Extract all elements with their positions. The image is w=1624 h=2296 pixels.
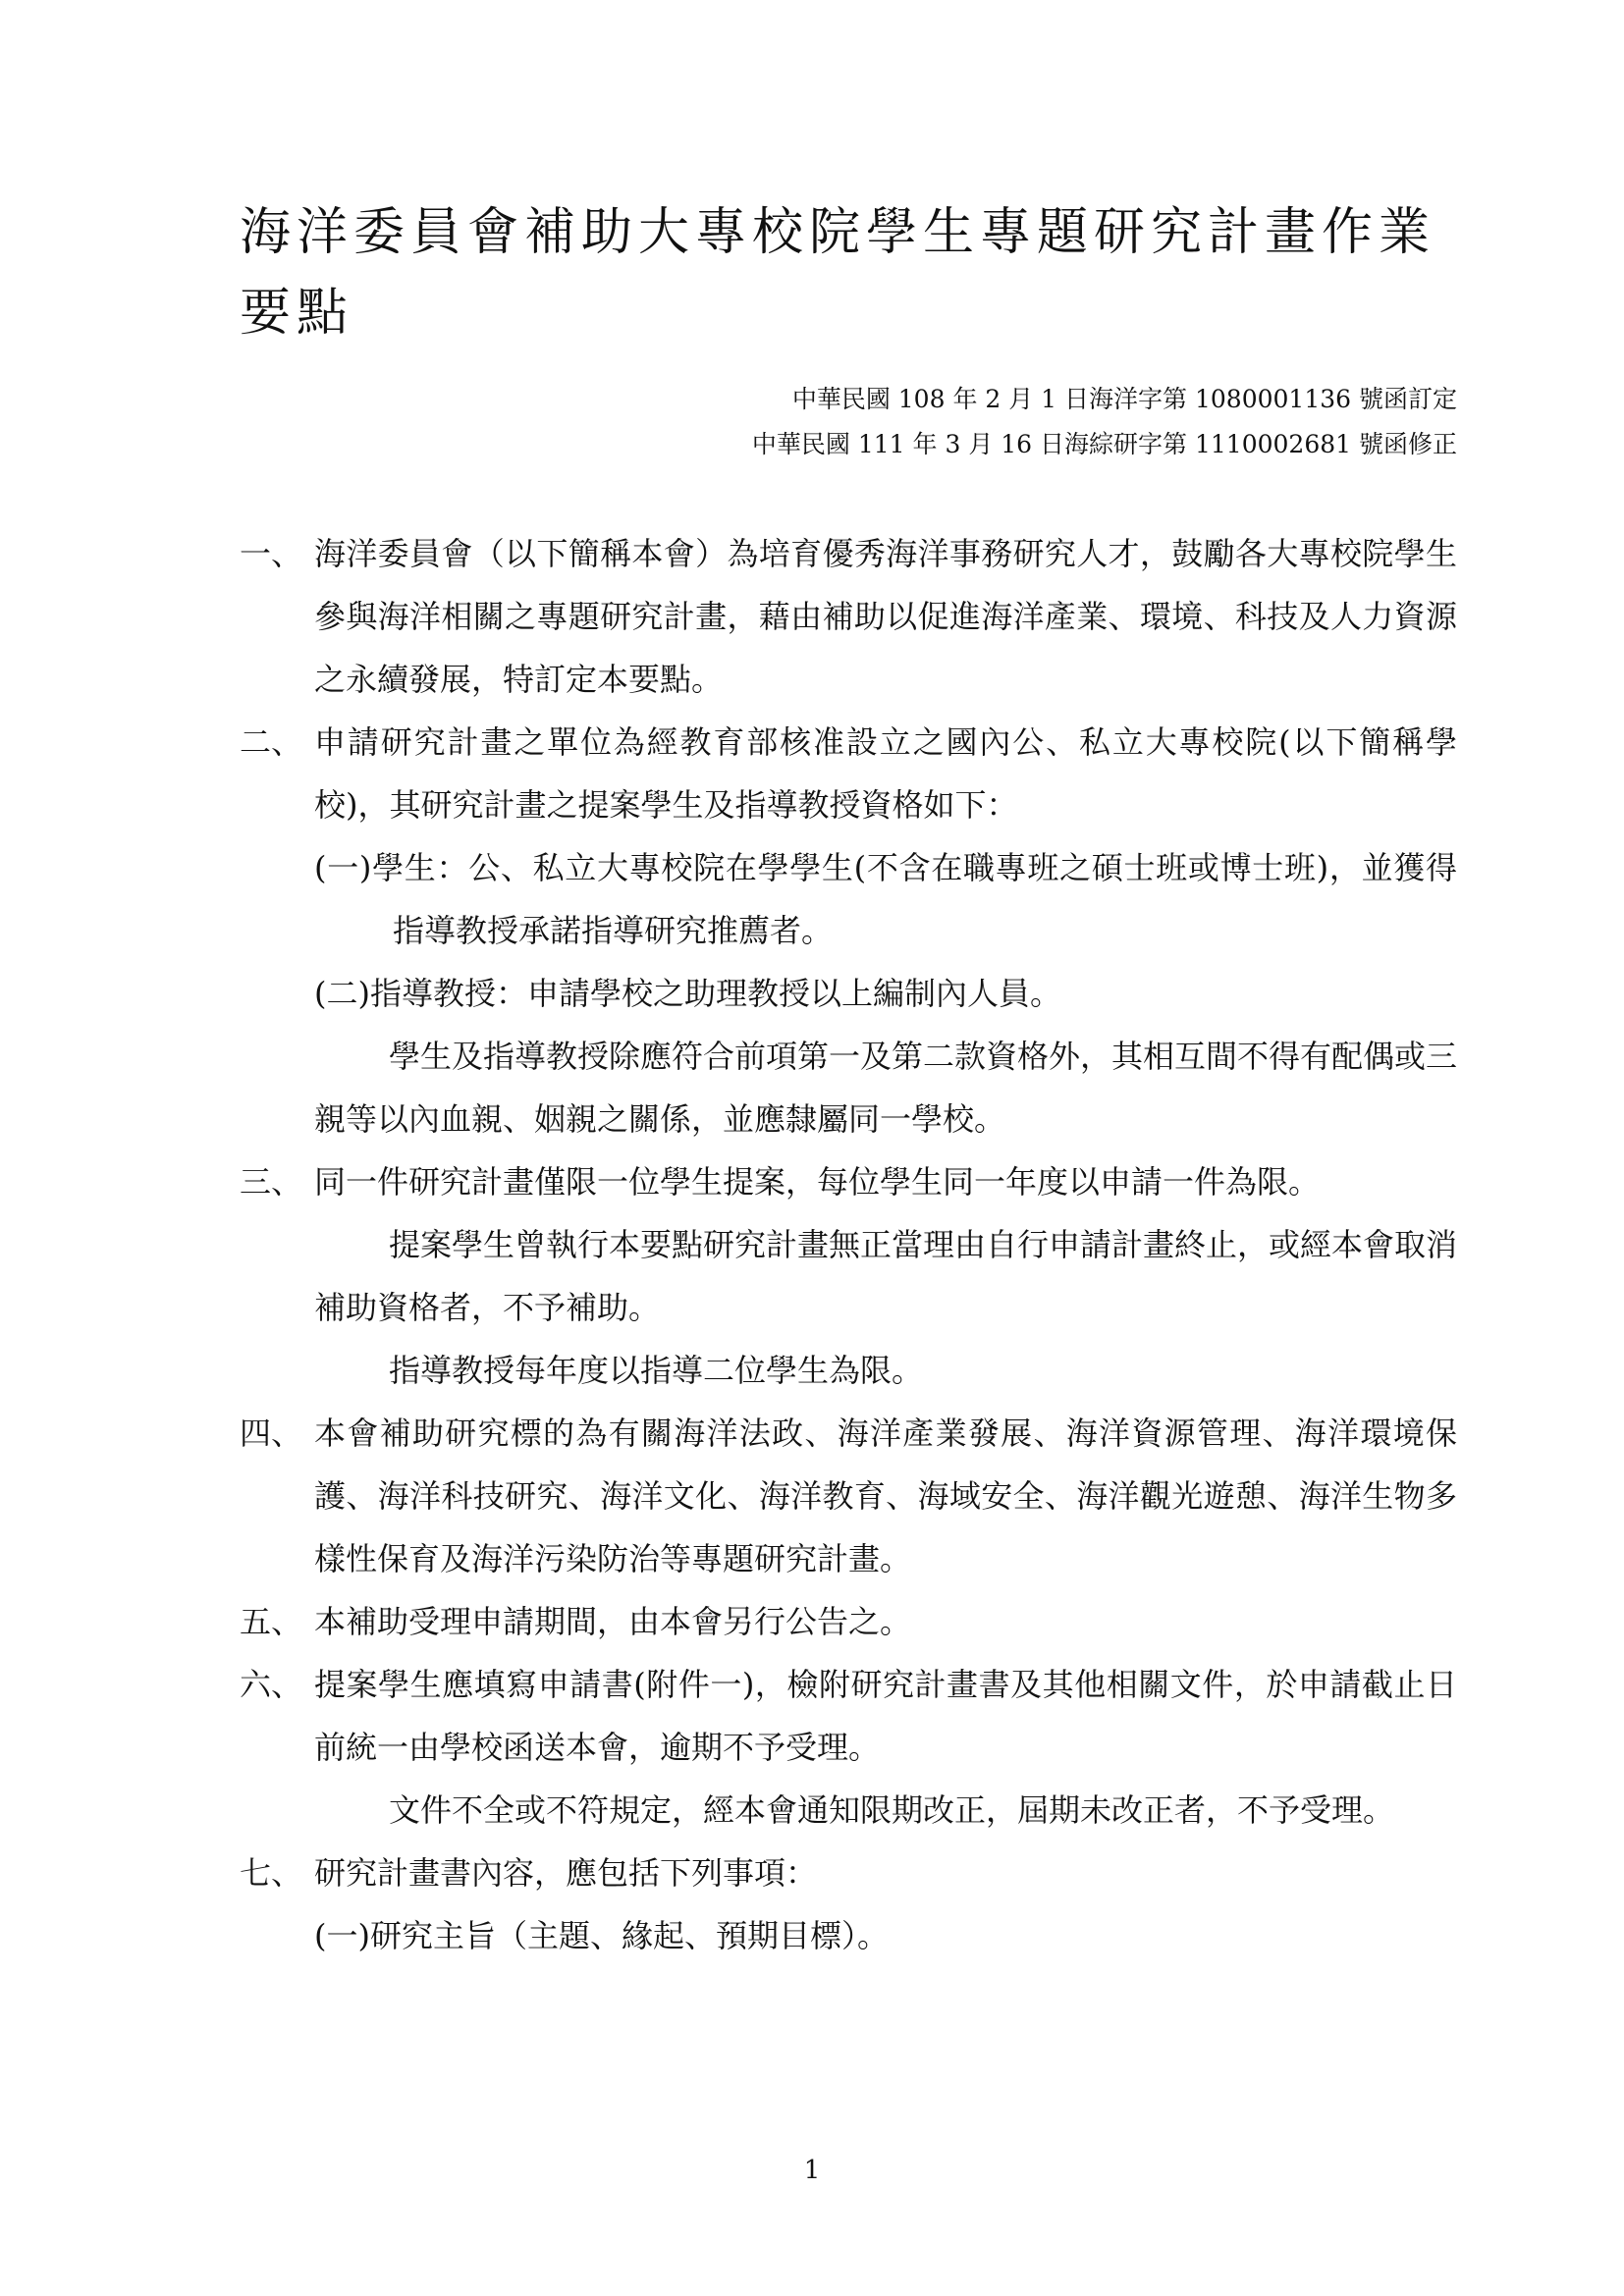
article-2-subitem-2: (二)指導教授：申請學校之助理教授以上編制內人員。 — [314, 975, 1061, 1012]
article-text: 提案學生應填寫申請書(附件一)，檢附研究計畫書及其他相關文件，於申請截止日前統一由學校函送本會，逾期不予受理。 — [314, 1666, 1457, 1766]
article-text: 海洋委員會（以下簡稱本會）為培育優秀海洋事務研究人才，鼓勵各大專校院學生參與海洋相關之專題研究計畫，藉由補助以促進海洋產業、環境、科技及人力資源之永續發展，特訂定本要點。 — [314, 535, 1457, 698]
date-line-enacted: 中華民國 108 年 2 月 1 日海洋字第 1080001136 號函訂定 — [791, 385, 1457, 413]
article-6-paragraph: 文件不全或不符規定，經本會通知限期改正，屆期未改正者，不予受理。 — [389, 1791, 1395, 1829]
article-number: 二、 — [240, 723, 303, 761]
article-7-subitem-1: (一)研究主旨（主題、緣起、預期目標）。 — [314, 1917, 889, 1954]
page-number: 1 — [803, 2156, 821, 2185]
article-2-paragraph: 學生及指導教授除應符合前項第一及第二款資格外，其相互間不得有配偶或三親等以內血親、姻親之關係，並應隸屬同一學校。 — [314, 1038, 1458, 1138]
article-number: 六、 — [240, 1666, 303, 1703]
article-6 — [240, 1653, 1457, 1779]
article-number: 七、 — [240, 1854, 303, 1892]
article-number: 四、 — [240, 1415, 303, 1452]
article-4 — [240, 1402, 1457, 1590]
article-text: 本會補助研究標的為有關海洋法政、海洋產業發展、海洋資源管理、海洋環境保護、海洋科技研究、海洋文化、海洋教育、海域安全、海洋觀光遊憩、海洋生物多樣性保育及海洋污染防治等專題研究計畫。 — [314, 1415, 1457, 1577]
article-text: 同一件研究計畫僅限一位學生提案，每位學生同一年度以申請一件為限。 — [314, 1163, 1321, 1201]
article-2-subitem-1: (一)學生：公、私立大專校院在學學生(不含在職專班之碩士班或博士班)，並獲得指導教授承諾指導研究推薦者。 — [314, 849, 1457, 949]
issuance-dates — [573, 377, 1457, 467]
article-text: 本補助受理申請期間，由本會另行公告之。 — [314, 1603, 912, 1640]
article-3-paragraph-1: 提案學生曾執行本要點研究計畫無正當理由自行申請計畫終止，或經本會取消補助資格者，不予補助。 — [314, 1226, 1458, 1326]
document-body — [240, 522, 1457, 1967]
article-text: 研究計畫書內容，應包括下列事項： — [314, 1854, 818, 1892]
article-3 — [240, 1150, 1457, 1213]
document-title: 海洋委員會補助大專校院學生專題研究計畫作業要點 — [240, 203, 1436, 343]
article-3-paragraph-2: 指導教授每年度以指導二位學生為限。 — [389, 1352, 924, 1389]
article-2 — [240, 711, 1457, 836]
article-text: 申請研究計畫之單位為經教育部核准設立之國內公、私立大專校院(以下簡稱學校)，其研究計畫之提案學生及指導教授資格如下： — [314, 723, 1457, 824]
article-number: 一、 — [240, 535, 303, 572]
article-5 — [240, 1590, 1457, 1653]
date-line-amended: 中華民國 111 年 3 月 16 日海綜研字第 1110002681 號函修正 — [751, 430, 1457, 458]
article-number: 三、 — [240, 1163, 303, 1201]
article-1 — [240, 522, 1457, 711]
article-7 — [240, 1842, 1457, 1904]
article-number: 五、 — [240, 1603, 303, 1640]
